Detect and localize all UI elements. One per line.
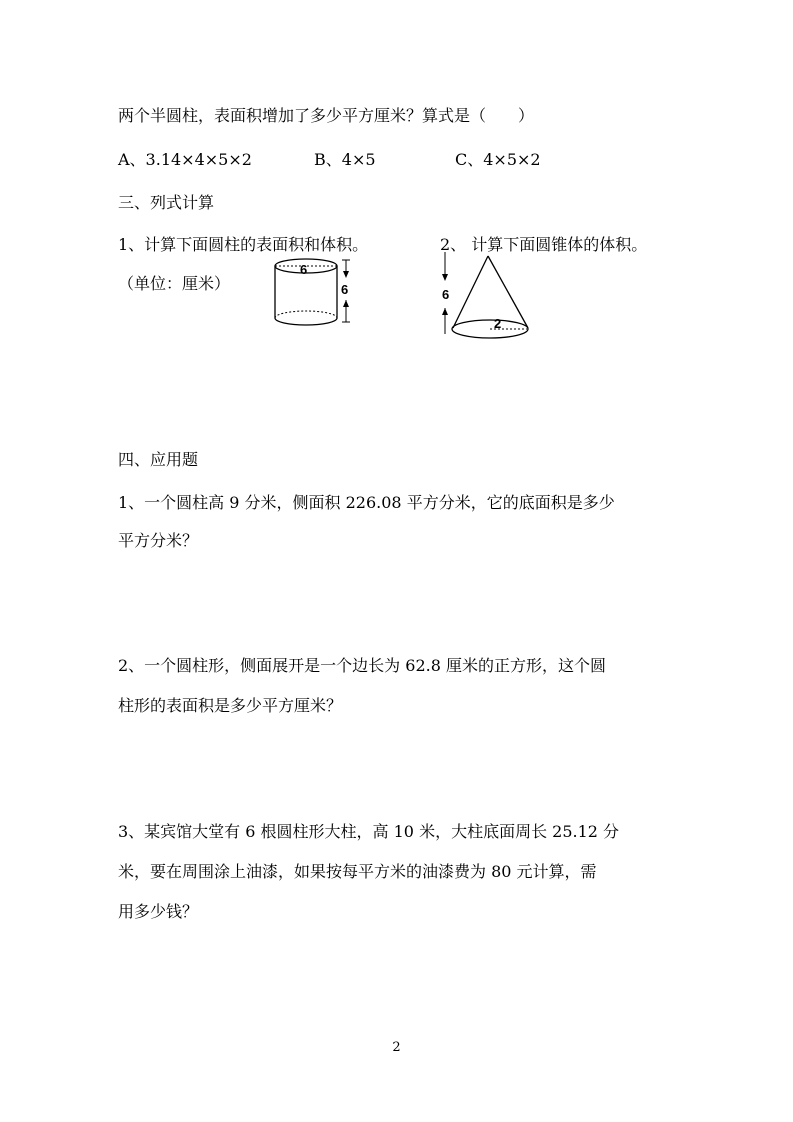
- option-c: C、4×5×2: [455, 150, 541, 169]
- unit-note: （单位：厘米）: [118, 274, 231, 293]
- cylinder-height-label: 6: [341, 282, 349, 297]
- section-4-q3-line-1: 3、某宾馆大堂有 6 根圆柱形大柱，高 10 米，大柱底面周长 25.12 分: [118, 822, 620, 841]
- cylinder-diameter-label: 6: [300, 262, 308, 277]
- section-4-q3-line-3: 用多少钱？: [118, 902, 199, 921]
- section-3-heading: 三、列式计算: [118, 193, 215, 212]
- question-continuation: 两个半圆柱，表面积增加了多少平方厘米？算式是（ ）: [118, 106, 535, 125]
- cone-diagram: [442, 252, 528, 338]
- section-4-q1-line-1: 1、一个圆柱高 9 分米，侧面积 226.08 平方分米，它的底面积是多少: [118, 493, 615, 512]
- section-3-question-2: 2、 计算下面圆锥体的体积。: [440, 235, 648, 254]
- section-3-question-1: 1、计算下面圆柱的表面积和体积。: [118, 235, 369, 254]
- section-4-q1-line-2: 平方分米？: [118, 531, 199, 550]
- section-4-heading: 四、应用题: [118, 450, 199, 469]
- page-number: 2: [392, 1040, 401, 1055]
- option-b: B、4×5: [314, 150, 376, 169]
- section-4-q3-line-2: 米，要在周围涂上油漆，如果按每平方米的油漆费为 80 元计算，需: [118, 862, 597, 881]
- section-4-q2-line-2: 柱形的表面积是多少平方厘米？: [118, 696, 343, 715]
- cone-radius-label: 2: [494, 316, 502, 331]
- section-4-q2-line-1: 2、一个圆柱形，侧面展开是一个边长为 62.8 厘米的正方形，这个圆: [118, 656, 606, 675]
- cone-height-label: 6: [442, 287, 450, 302]
- option-a: A、3.14×4×5×2: [118, 150, 252, 169]
